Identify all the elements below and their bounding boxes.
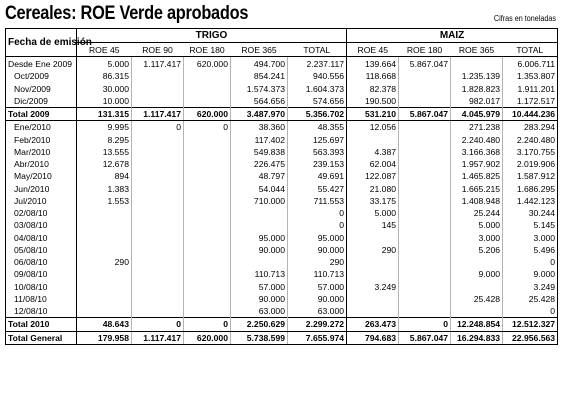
maiz-cell: 1.172.517 (503, 95, 558, 108)
maiz-cell (399, 256, 451, 268)
table-row (6, 232, 558, 244)
maiz-cell (347, 256, 399, 268)
trigo-cell (184, 244, 231, 256)
trigo-cell: 5.356.702 (288, 108, 347, 121)
maiz-cell (399, 232, 451, 244)
trigo-cell: 131.315 (77, 108, 132, 121)
col-header: TOTAL (288, 43, 347, 57)
maiz-cell: 794.683 (347, 331, 399, 344)
trigo-cell: 1.117.417 (132, 331, 184, 344)
table-row (6, 121, 558, 134)
roe-table (5, 28, 558, 345)
maiz-cell (451, 57, 503, 71)
maiz-cell (399, 158, 451, 170)
trigo-cell (132, 70, 184, 82)
row-label: 02/08/10 (6, 207, 77, 219)
trigo-cell (184, 305, 231, 318)
trigo-cell: 7.655.974 (288, 331, 347, 344)
trigo-cell (77, 293, 132, 305)
table-row (6, 281, 558, 293)
trigo-cell (231, 256, 288, 268)
maiz-cell: 1.665.215 (451, 183, 503, 195)
trigo-cell (132, 146, 184, 158)
maiz-cell: 290 (347, 244, 399, 256)
trigo-cell: 117.402 (231, 134, 288, 146)
maiz-cell: 1.408.948 (451, 195, 503, 207)
trigo-cell: 0 (132, 318, 184, 331)
trigo-cell: 710.000 (231, 195, 288, 207)
trigo-cell: 226.475 (231, 158, 288, 170)
table-row (6, 305, 558, 318)
table-row (6, 268, 558, 280)
trigo-cell (132, 195, 184, 207)
maiz-cell: 271.238 (451, 121, 503, 134)
trigo-cell: 0 (288, 207, 347, 219)
maiz-cell: 16.294.833 (451, 331, 503, 344)
maiz-cell (399, 70, 451, 82)
col-header: ROE 45 (77, 43, 132, 57)
trigo-cell: 55.427 (288, 183, 347, 195)
trigo-cell: 620.000 (184, 57, 231, 71)
table-row (6, 146, 558, 158)
row-label: Abr/2010 (6, 158, 77, 170)
maiz-cell: 25.244 (451, 207, 503, 219)
trigo-cell (77, 268, 132, 280)
trigo-cell (184, 70, 231, 82)
table-row (6, 83, 558, 95)
maiz-cell: 283.294 (503, 121, 558, 134)
table-row (6, 170, 558, 182)
maiz-cell: 0 (399, 318, 451, 331)
trigo-cell: 95.000 (231, 232, 288, 244)
trigo-cell (132, 219, 184, 231)
col-header: ROE 180 (184, 43, 231, 57)
row-label: Jul/2010 (6, 195, 77, 207)
trigo-cell (77, 305, 132, 318)
maiz-cell: 0 (503, 256, 558, 268)
maiz-cell: 118.668 (347, 70, 399, 82)
trigo-cell: 1.117.417 (132, 108, 184, 121)
trigo-cell: 1.604.373 (288, 83, 347, 95)
trigo-cell (184, 146, 231, 158)
table-row (6, 195, 558, 207)
col-header: ROE 180 (399, 43, 451, 57)
row-label: 10/08/10 (6, 281, 77, 293)
maiz-cell (451, 281, 503, 293)
trigo-cell: 57.000 (288, 281, 347, 293)
maiz-cell (399, 281, 451, 293)
table-row (6, 219, 558, 231)
col-header: ROE 45 (347, 43, 399, 57)
maiz-cell: 82.378 (347, 83, 399, 95)
row-label: 12/08/10 (6, 305, 77, 318)
row-label: 03/08/10 (6, 219, 77, 231)
units-note: Cifras en toneladas (493, 14, 556, 23)
trigo-cell: 110.713 (288, 268, 347, 280)
trigo-cell (184, 158, 231, 170)
trigo-cell: 48.643 (77, 318, 132, 331)
trigo-cell: 290 (114, 257, 129, 268)
trigo-cell: 290 (288, 256, 347, 268)
maiz-cell: 1.465.825 (451, 170, 503, 182)
maiz-cell: 122.087 (347, 170, 399, 182)
trigo-cell: 5.000 (107, 59, 129, 70)
trigo-cell: 90.000 (288, 293, 347, 305)
trigo-cell: 0 (184, 318, 231, 331)
maiz-cell: 982.017 (451, 95, 503, 108)
trigo-cell: 10.000 (102, 95, 129, 106)
trigo-cell: 13.555 (102, 146, 129, 157)
trigo-cell: 711.553 (288, 195, 347, 207)
trigo-cell: 0 (288, 219, 347, 231)
maiz-cell: 263.473 (347, 318, 399, 331)
trigo-cell: 86.315 (102, 71, 129, 82)
row-label: 06/08/10 (6, 256, 77, 268)
trigo-cell: 2.299.272 (288, 318, 347, 331)
maiz-cell: 1.353.807 (503, 70, 558, 82)
trigo-cell (77, 207, 132, 219)
maiz-cell (399, 195, 451, 207)
trigo-cell (77, 219, 132, 231)
maiz-cell: 139.664 (347, 57, 399, 71)
trigo-cell: 2.237.117 (288, 57, 347, 71)
maiz-cell (399, 293, 451, 305)
maiz-cell: 5.867.047 (399, 108, 451, 121)
maiz-cell: 2.019.906 (503, 158, 558, 170)
maiz-cell: 145 (347, 219, 399, 231)
group-header-maiz: MAIZ (347, 29, 558, 43)
trigo-cell (132, 158, 184, 170)
row-label: Total 2010 (6, 318, 77, 331)
maiz-cell (451, 256, 503, 268)
table-row (6, 256, 558, 268)
maiz-cell: 21.080 (347, 183, 399, 195)
trigo-cell: 0 (184, 121, 231, 134)
trigo-cell (184, 256, 231, 268)
maiz-cell: 12.056 (347, 121, 399, 134)
maiz-cell: 2.240.480 (451, 134, 503, 146)
maiz-cell: 3.249 (503, 281, 558, 293)
row-label: Oct/2009 (6, 70, 77, 82)
total-row (6, 331, 558, 344)
maiz-cell: 30.244 (503, 207, 558, 219)
trigo-cell: 1.574.373 (231, 83, 288, 95)
maiz-cell: 10.444.236 (503, 108, 558, 121)
maiz-cell (347, 232, 399, 244)
trigo-cell: 57.000 (231, 281, 288, 293)
trigo-cell (132, 95, 184, 108)
date-column-header: Fecha de emisión (6, 29, 77, 57)
maiz-cell (399, 219, 451, 231)
trigo-cell: 90.000 (288, 244, 347, 256)
maiz-cell (399, 244, 451, 256)
trigo-cell: 0 (132, 121, 184, 134)
maiz-cell (347, 268, 399, 280)
trigo-cell: 239.153 (288, 158, 347, 170)
maiz-cell (399, 83, 451, 95)
maiz-cell: 33.175 (347, 195, 399, 207)
maiz-cell: 5.000 (451, 219, 503, 231)
col-header: ROE 365 (451, 43, 503, 57)
trigo-cell (184, 95, 231, 108)
trigo-cell: 620.000 (184, 108, 231, 121)
table-row (6, 95, 558, 108)
row-label: Nov/2009 (6, 83, 77, 95)
maiz-cell (399, 207, 451, 219)
table-row (6, 57, 558, 71)
trigo-cell (132, 305, 184, 318)
trigo-cell (231, 207, 288, 219)
row-label: 11/08/10 (6, 293, 77, 305)
row-label: May/2010 (6, 170, 77, 182)
maiz-cell: 1.957.902 (451, 158, 503, 170)
trigo-cell (132, 268, 184, 280)
maiz-cell (399, 268, 451, 280)
trigo-cell: 38.360 (231, 121, 288, 134)
table-row (6, 70, 558, 82)
trigo-cell (184, 207, 231, 219)
table-row (6, 293, 558, 305)
trigo-cell (132, 207, 184, 219)
table-row (6, 158, 558, 170)
trigo-cell: 563.393 (288, 146, 347, 158)
maiz-cell: 5.145 (503, 219, 558, 231)
trigo-cell (77, 232, 132, 244)
maiz-cell: 1.911.201 (503, 83, 558, 95)
trigo-cell (231, 219, 288, 231)
maiz-cell: 6.006.711 (503, 57, 558, 71)
trigo-cell (184, 268, 231, 280)
maiz-cell: 5.000 (347, 207, 399, 219)
trigo-cell: 49.691 (288, 170, 347, 182)
row-label: Ene/2010 (6, 121, 77, 134)
maiz-cell (399, 170, 451, 182)
maiz-cell: 531.210 (347, 108, 399, 121)
group-header-row (6, 29, 558, 43)
maiz-cell: 1.587.912 (503, 170, 558, 182)
trigo-cell (132, 281, 184, 293)
maiz-cell: 4.045.979 (451, 108, 503, 121)
total-row (6, 108, 558, 121)
row-label: Total 2009 (6, 108, 77, 121)
trigo-cell: 179.958 (77, 331, 132, 344)
table-row (6, 207, 558, 219)
maiz-cell (399, 305, 451, 318)
trigo-cell (132, 183, 184, 195)
trigo-cell (184, 183, 231, 195)
trigo-cell: 63.000 (231, 305, 288, 318)
row-label: Feb/2010 (6, 134, 77, 146)
row-label: 09/08/10 (6, 268, 77, 280)
maiz-cell (451, 305, 503, 318)
maiz-cell: 1.442.123 (503, 195, 558, 207)
maiz-cell: 9.000 (503, 268, 558, 280)
column-header-row (6, 43, 558, 57)
trigo-cell: 90.000 (231, 244, 288, 256)
table-body (6, 57, 558, 345)
trigo-cell: 854.241 (231, 70, 288, 82)
group-header-trigo: TRIGO (77, 29, 347, 43)
maiz-cell: 3.000 (503, 232, 558, 244)
maiz-cell: 3.170.755 (503, 146, 558, 158)
maiz-cell: 4.387 (347, 146, 399, 158)
row-label: Jun/2010 (6, 183, 77, 195)
maiz-cell: 5.496 (503, 244, 558, 256)
maiz-cell: 1.235.139 (451, 70, 503, 82)
trigo-cell (132, 244, 184, 256)
trigo-cell (184, 219, 231, 231)
maiz-cell: 3.166.368 (451, 146, 503, 158)
trigo-cell: 1.553 (107, 195, 129, 206)
trigo-cell (77, 281, 132, 293)
trigo-cell: 110.713 (231, 268, 288, 280)
maiz-cell (347, 305, 399, 318)
row-label: Desde Ene 2009 (6, 57, 77, 71)
trigo-cell (132, 134, 184, 146)
maiz-cell: 3.000 (451, 232, 503, 244)
trigo-cell: 63.000 (288, 305, 347, 318)
trigo-cell (184, 232, 231, 244)
trigo-cell: 3.487.970 (231, 108, 288, 121)
maiz-cell (347, 134, 399, 146)
maiz-cell (347, 293, 399, 305)
trigo-cell (132, 83, 184, 95)
maiz-cell (399, 95, 451, 108)
maiz-cell (399, 134, 451, 146)
trigo-cell: 2.250.629 (231, 318, 288, 331)
maiz-cell: 5.206 (451, 244, 503, 256)
maiz-cell: 62.004 (347, 158, 399, 170)
table-row (6, 183, 558, 195)
maiz-cell (399, 121, 451, 134)
trigo-cell: 1.383 (107, 183, 129, 194)
maiz-cell: 25.428 (503, 293, 558, 305)
trigo-cell (184, 293, 231, 305)
trigo-cell: 125.697 (288, 134, 347, 146)
row-label: 04/08/10 (6, 232, 77, 244)
col-header: ROE 365 (231, 43, 288, 57)
maiz-cell: 5.867.047 (399, 57, 451, 71)
maiz-cell: 12.248.854 (451, 318, 503, 331)
maiz-cell: 3.249 (347, 281, 399, 293)
report-title: Cereales: ROE Verde aprobados (5, 3, 249, 24)
trigo-cell: 54.044 (231, 183, 288, 195)
trigo-cell (77, 244, 132, 256)
maiz-cell: 2.240.480 (503, 134, 558, 146)
trigo-cell: 564.656 (231, 95, 288, 108)
trigo-cell (132, 256, 184, 268)
trigo-cell: 494.700 (231, 57, 288, 71)
trigo-cell: 1.117.417 (132, 57, 184, 71)
trigo-cell: 30.000 (102, 83, 129, 94)
trigo-cell (184, 195, 231, 207)
maiz-cell: 12.512.327 (503, 318, 558, 331)
trigo-cell: 8.295 (107, 134, 129, 145)
trigo-cell: 574.656 (288, 95, 347, 108)
maiz-cell: 190.500 (347, 95, 399, 108)
trigo-cell (184, 281, 231, 293)
trigo-cell: 48.797 (231, 170, 288, 182)
trigo-cell: 9.995 (107, 122, 129, 133)
trigo-cell: 12.678 (102, 159, 129, 170)
maiz-cell: 5.867.047 (399, 331, 451, 344)
maiz-cell: 22.956.563 (503, 331, 558, 344)
trigo-cell: 48.355 (288, 121, 347, 134)
trigo-cell: 940.556 (288, 70, 347, 82)
row-label: Total General (6, 331, 77, 344)
maiz-cell: 1.686.295 (503, 183, 558, 195)
maiz-cell: 1.828.823 (451, 83, 503, 95)
trigo-cell (184, 170, 231, 182)
table-row (6, 244, 558, 256)
trigo-cell: 620.000 (184, 331, 231, 344)
trigo-cell: 95.000 (288, 232, 347, 244)
row-label: Dic/2009 (6, 95, 77, 108)
trigo-cell: 5.738.599 (231, 331, 288, 344)
col-header: TOTAL (503, 43, 558, 57)
maiz-cell: 9.000 (451, 268, 503, 280)
trigo-cell: 894 (114, 171, 129, 182)
table-row (6, 134, 558, 146)
maiz-cell (399, 183, 451, 195)
trigo-cell: 90.000 (231, 293, 288, 305)
row-label: Mar/2010 (6, 146, 77, 158)
maiz-cell (399, 146, 451, 158)
maiz-cell: 0 (503, 305, 558, 318)
col-header: ROE 90 (132, 43, 184, 57)
total-row (6, 318, 558, 331)
row-label: 05/08/10 (6, 244, 77, 256)
trigo-cell (184, 134, 231, 146)
trigo-cell (184, 83, 231, 95)
trigo-cell (132, 293, 184, 305)
trigo-cell: 549.838 (231, 146, 288, 158)
maiz-cell: 25.428 (451, 293, 503, 305)
trigo-cell (132, 232, 184, 244)
trigo-cell (132, 170, 184, 182)
